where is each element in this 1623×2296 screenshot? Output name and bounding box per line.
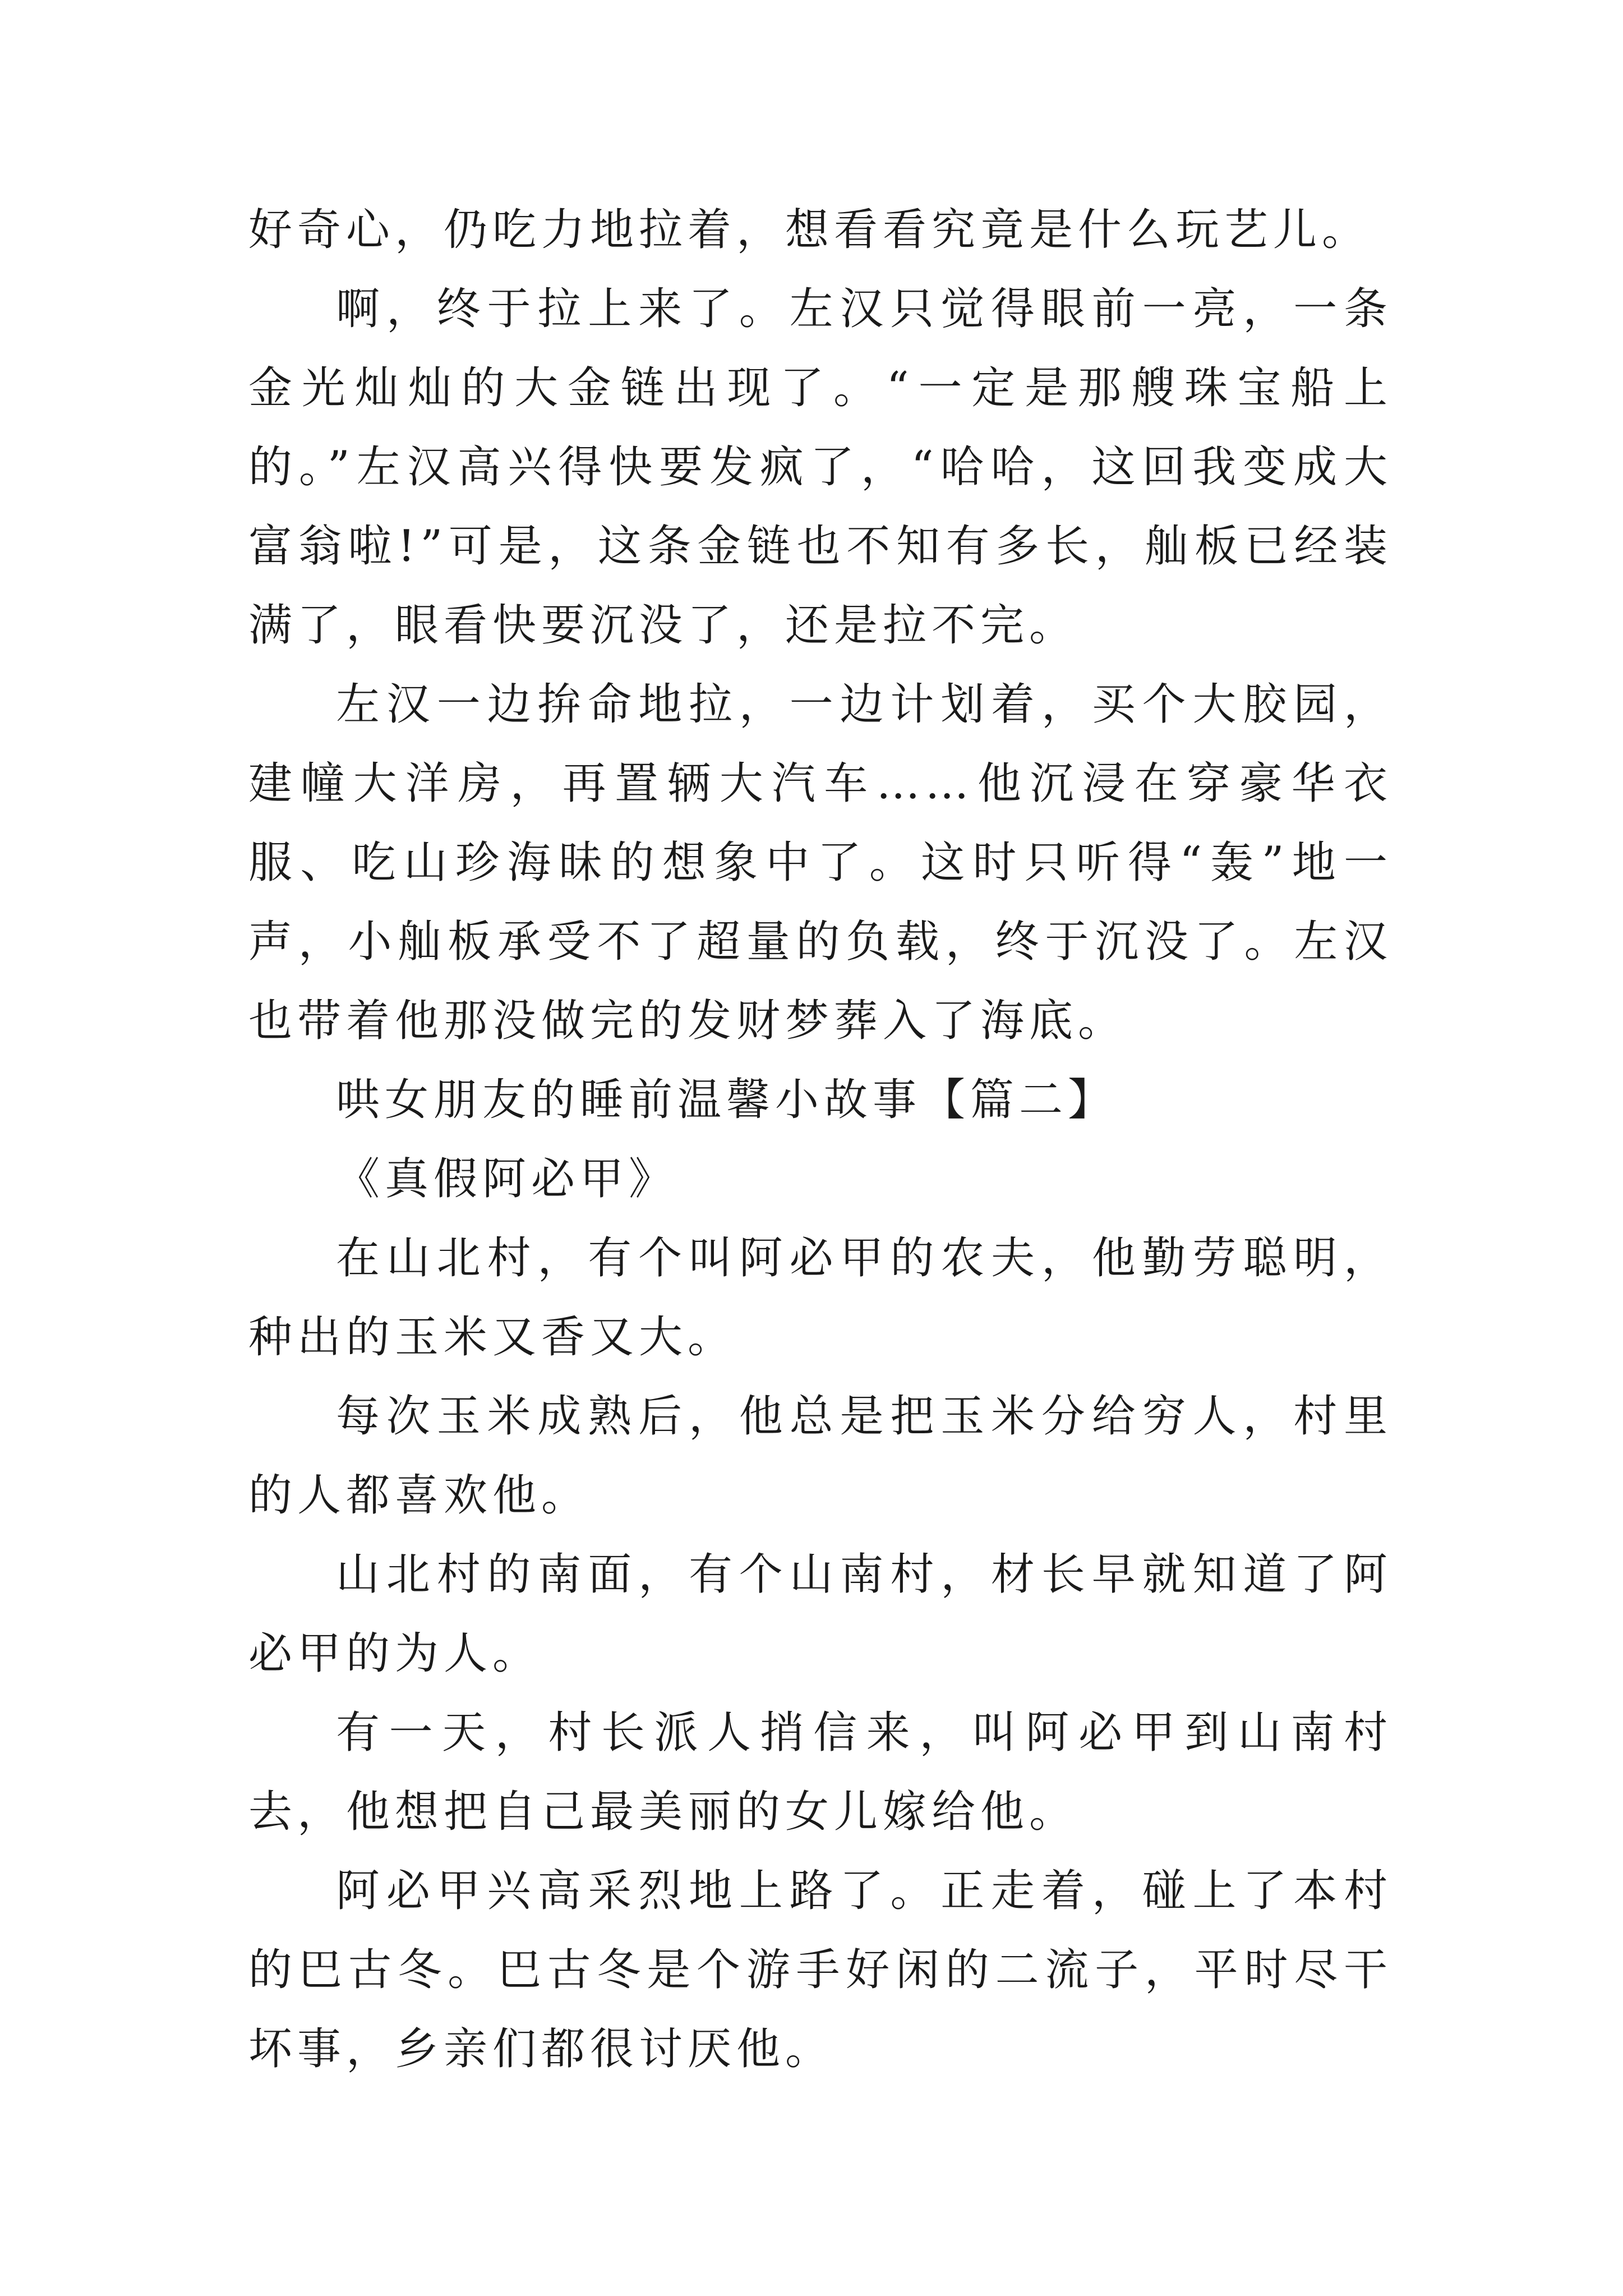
paragraph-continuation: 好奇心，仍吃力地拉着，想看看究竟是什么玩艺儿。 [248,205,1371,255]
paragraph-corn: 每次玉米成熟后，他总是把玉米分给穷人，村里的人都喜欢他。 [248,1391,1393,1521]
section-heading: 哄女朋友的睡前温馨小故事【篇二】 [336,1075,1117,1125]
paragraph-sinking: 左汉一边拚命地拉，一边计划着，买个大胶园，建幢大洋房，再置辆大汽车……他沉浸在穿豪华衣服、吃山珍海昧的想象中了。这时只听得“轰”地一声，小舢板承受不了超量的负载，终于沉没了。左汉也带着他那没做完的发财梦葬入了海底。 [248,679,1393,1046]
paragraph-gold-chain: 啊，终于拉上来了。左汉只觉得眼前一亮，一条金光灿灿的大金链出现了。“一定是那艘珠宝船上的。”左汉高兴得快要发疯了，“哈哈，这回我变成大富翁啦!”可是，这条金链也不知有多长，舢板已经装满了，眼看快要沉没了，还是拉不完。 [248,284,1393,651]
paragraph-journey: 阿必甲兴高采烈地上路了。正走着，碰上了本村的巴古冬。巴古冬是个游手好闲的二流子，平时尽干坏事，乡亲们都很讨厌他。 [248,1866,1393,2074]
story-title: 《真假阿必甲》 [336,1154,678,1204]
paragraph-south-village: 山北村的南面，有个山南村，材长早就知道了阿必甲的为人。 [248,1549,1393,1679]
paragraph-intro: 在山北村，有个叫阿必甲的农夫，他勤劳聪明，种出的玉米又香又大。 [248,1233,1393,1363]
paragraph-message: 有一天，村长派人捎信来，叫阿必甲到山南村去，他想把自己最美丽的女儿嫁给他。 [248,1708,1393,1837]
document-body [248,191,1393,2089]
